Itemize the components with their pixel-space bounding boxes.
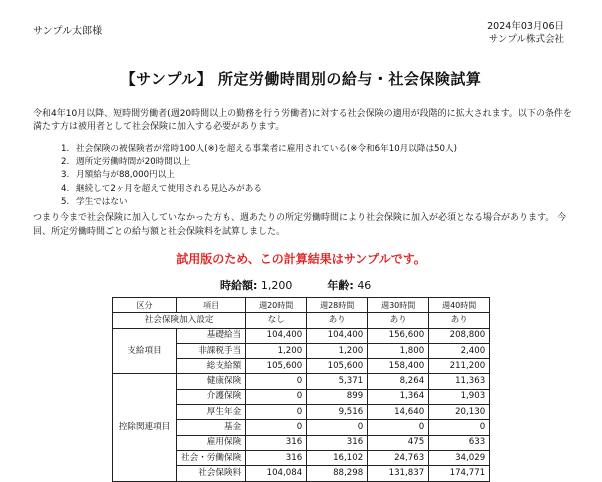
table-row	[113, 374, 490, 389]
salary-category: 支給項目	[113, 328, 177, 374]
cell-value: 1,200	[246, 343, 307, 358]
cell-value: 211,200	[429, 359, 490, 374]
cell-value: 105,600	[246, 359, 307, 374]
recipient-name: サンプル太郎様	[33, 26, 103, 37]
page-title: 【サンプル】 所定労働時間別の給与・社会保険試算	[120, 70, 482, 88]
insurance-setting-value: あり	[429, 313, 490, 328]
row-item: 健康保険	[177, 374, 246, 389]
condition-number: 1.	[61, 144, 70, 154]
cell-value: 156,600	[368, 328, 429, 343]
age-label: 年齢:	[327, 279, 354, 292]
row-item: 非課税手当	[177, 343, 246, 358]
row-item: 総支給額	[177, 359, 246, 374]
row-item: 雇用保険	[177, 435, 246, 450]
insurance-setting-row	[113, 313, 490, 328]
cell-value: 475	[368, 435, 429, 450]
insurance-setting-value: なし	[246, 313, 307, 328]
cell-value: 1,200	[307, 343, 368, 358]
condition-text: 学生ではない	[76, 196, 128, 207]
cell-value: 316	[246, 450, 307, 465]
header-category: 区分	[113, 298, 177, 313]
row-item: 社会・労働保険	[177, 450, 246, 465]
cell-value: 104,400	[307, 328, 368, 343]
wage-value: 1,200	[260, 279, 293, 292]
header-col: 週30時間	[368, 298, 429, 313]
cell-value: 0	[246, 405, 307, 420]
cell-value: 0	[246, 374, 307, 389]
condition-text: 月額給与が88,000円以上	[76, 170, 175, 181]
cell-value: 131,837	[368, 466, 429, 481]
condition-item	[61, 169, 457, 182]
cell-value: 0	[246, 389, 307, 404]
row-item: 介護保険	[177, 389, 246, 404]
condition-item	[61, 156, 457, 169]
cell-value: 1,800	[368, 343, 429, 358]
row-item: 厚生年金	[177, 405, 246, 420]
cell-value: 158,400	[368, 359, 429, 374]
cell-value: 5,371	[307, 374, 368, 389]
rate-line	[220, 277, 371, 293]
condition-number: 3.	[61, 170, 70, 181]
document-date: 2024年03月06日	[487, 21, 564, 32]
company-name: サンプル株式会社	[488, 34, 564, 45]
header-col: 週20時間	[246, 298, 307, 313]
condition-item	[61, 143, 457, 156]
table-header-row	[113, 298, 490, 313]
cell-value: 34,029	[429, 450, 490, 465]
cell-value: 14,640	[368, 405, 429, 420]
condition-item	[61, 183, 457, 196]
condition-text: 社会保険の被保険者が常時100人(※)を超える事業者に雇用されている(※令和6年10月以降は50人)	[76, 144, 457, 154]
cell-value: 633	[429, 435, 490, 450]
insurance-setting-value: あり	[368, 313, 429, 328]
cell-value: 104,400	[246, 328, 307, 343]
cell-value: 16,102	[307, 450, 368, 465]
deduction-category: 控除関連項目	[113, 374, 177, 481]
summary-paragraph: つまり今まで社会保険に加入していなかった方も、週あたりの所定労働時間により社会保険に加入が必須となる場合があります。 今回、所定労働時間ごとの給与額と社会保険料を試算しました。	[33, 213, 567, 237]
insurance-setting-label: 社会保険加入設定	[113, 313, 246, 328]
condition-text: 継続して2ヶ月を超えて使用される見込みがある	[76, 183, 262, 194]
cell-value: 899	[307, 389, 368, 404]
intro-paragraph: 令和4年10月以降、短時間労働者(週20時間以上の勤務を行う労働者)に対する社会保険の適用が段階的に拡大されます。以下の条件を満たす方は被用者として社会保険に加入する必要があります。	[33, 109, 572, 132]
cell-value: 1,903	[429, 389, 490, 404]
cell-value: 316	[307, 435, 368, 450]
cell-value: 105,600	[307, 359, 368, 374]
condition-number: 4.	[61, 183, 70, 194]
insurance-setting-value: あり	[307, 313, 368, 328]
condition-number: 2.	[61, 157, 70, 168]
cell-value: 88,298	[307, 466, 368, 481]
header-item: 項目	[177, 298, 246, 313]
cell-value: 9,516	[307, 405, 368, 420]
age-value: 46	[357, 279, 372, 292]
cell-value: 208,800	[429, 328, 490, 343]
cell-value: 1,364	[368, 389, 429, 404]
cell-value: 0	[307, 420, 368, 435]
cell-value: 20,130	[429, 405, 490, 420]
cell-value: 104,084	[246, 466, 307, 481]
trial-notice: 試用版のため、この計算結果はサンプルです。	[176, 252, 426, 266]
cell-value: 8,264	[368, 374, 429, 389]
salary-insurance-table	[112, 297, 490, 482]
condition-item	[61, 196, 457, 209]
conditions-list	[61, 143, 457, 209]
header-col: 週40時間	[429, 298, 490, 313]
cell-value: 2,400	[429, 343, 490, 358]
cell-value: 0	[429, 420, 490, 435]
cell-value: 174,771	[429, 466, 490, 481]
header-col: 週28時間	[307, 298, 368, 313]
cell-value: 24,763	[368, 450, 429, 465]
row-item: 基礎給当	[177, 328, 246, 343]
cell-value: 316	[246, 435, 307, 450]
cell-value: 11,363	[429, 374, 490, 389]
condition-number: 5.	[61, 196, 70, 207]
condition-text: 週所定労働時間が20時間以上	[76, 157, 191, 168]
row-item: 社会保険料	[177, 466, 246, 481]
row-item: 基金	[177, 420, 246, 435]
table-row	[113, 328, 490, 343]
wage-label: 時給額:	[220, 279, 258, 292]
document-header-right	[487, 20, 564, 46]
cell-value: 0	[368, 420, 429, 435]
cell-value: 0	[246, 420, 307, 435]
